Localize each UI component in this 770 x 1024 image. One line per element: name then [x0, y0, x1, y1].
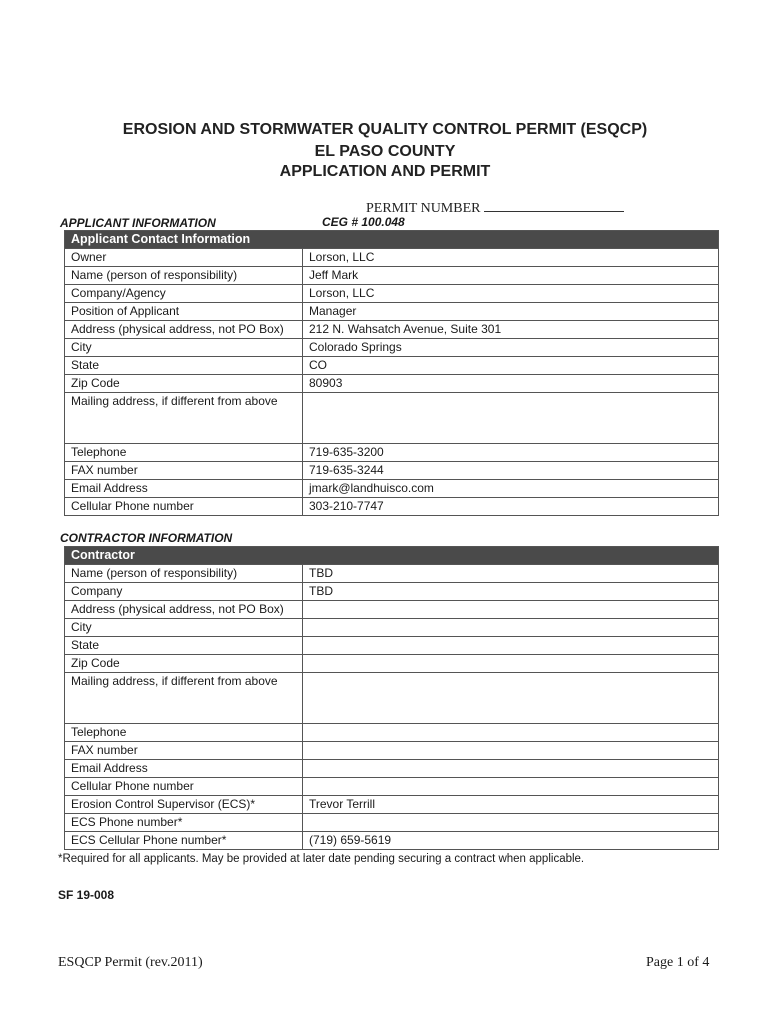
contractor-table-header [65, 547, 719, 565]
field-value[interactable] [303, 814, 719, 832]
table-row [65, 249, 719, 267]
field-value[interactable] [303, 655, 719, 673]
field-label: Erosion Control Supervisor (ECS)* [65, 796, 303, 814]
field-label: Email Address [65, 480, 303, 498]
table-row [65, 357, 719, 375]
field-value[interactable]: jmark@landhuisco.com [303, 480, 719, 498]
field-label: Telephone [65, 444, 303, 462]
table-row [65, 267, 719, 285]
table-row [65, 601, 719, 619]
field-value[interactable] [303, 619, 719, 637]
table-row [65, 462, 719, 480]
field-value[interactable] [303, 742, 719, 760]
permit-number-label: PERMIT NUMBER [366, 201, 481, 216]
field-value[interactable]: Lorson, LLC [303, 249, 719, 267]
field-label: Zip Code [65, 375, 303, 393]
field-value[interactable] [303, 393, 719, 444]
document-title: EROSION AND STORMWATER QUALITY CONTROL PERMIT (ESQCP) [122, 121, 648, 138]
table-row [65, 480, 719, 498]
table-row [65, 760, 719, 778]
table-row [65, 498, 719, 516]
table-row [65, 565, 719, 583]
field-value[interactable]: 719-635-3200 [303, 444, 719, 462]
field-value[interactable]: Trevor Terrill [303, 796, 719, 814]
table-row [65, 637, 719, 655]
field-label: City [65, 619, 303, 637]
field-label: City [65, 339, 303, 357]
required-note: *Required for all applicants. May be provided at later date pending securing a contract when applicable. [58, 853, 585, 865]
contractor-section-label: CONTRACTOR INFORMATION [60, 531, 233, 545]
field-value[interactable]: TBD [303, 565, 719, 583]
field-value[interactable]: 719-635-3244 [303, 462, 719, 480]
applicant-table-header [65, 231, 719, 249]
field-value[interactable] [303, 724, 719, 742]
field-label: Cellular Phone number [65, 778, 303, 796]
table-row [65, 742, 719, 760]
contractor-table [64, 546, 719, 850]
field-label: Email Address [65, 760, 303, 778]
field-value[interactable]: Colorado Springs [303, 339, 719, 357]
field-value[interactable]: CO [303, 357, 719, 375]
field-value[interactable]: 212 N. Wahsatch Avenue, Suite 301 [303, 321, 719, 339]
field-label: Mailing address, if different from above [65, 673, 303, 724]
field-label: Name (person of responsibility) [65, 565, 303, 583]
field-value[interactable] [303, 778, 719, 796]
application-title: APPLICATION AND PERMIT [279, 163, 491, 180]
field-value[interactable]: TBD [303, 583, 719, 601]
ceg-number: CEG # 100.048 [322, 215, 405, 229]
table-row [65, 778, 719, 796]
field-value[interactable]: 80903 [303, 375, 719, 393]
table-row [65, 303, 719, 321]
table-row [65, 393, 719, 444]
table-row [65, 619, 719, 637]
field-label: Position of Applicant [65, 303, 303, 321]
form-code: SF 19-008 [58, 888, 115, 902]
table-row [65, 724, 719, 742]
field-label: Owner [65, 249, 303, 267]
table-row [65, 321, 719, 339]
applicant-section-label: APPLICANT INFORMATION [60, 216, 216, 230]
field-label: Company/Agency [65, 285, 303, 303]
field-value[interactable]: 303-210-7747 [303, 498, 719, 516]
county-title: EL PASO COUNTY [314, 143, 456, 160]
field-value[interactable] [303, 760, 719, 778]
field-label: Address (physical address, not PO Box) [65, 601, 303, 619]
table-row [65, 673, 719, 724]
field-label: Zip Code [65, 655, 303, 673]
table-row [65, 655, 719, 673]
field-value[interactable] [303, 637, 719, 655]
field-label: Company [65, 583, 303, 601]
field-label: ECS Phone number* [65, 814, 303, 832]
table-row [65, 814, 719, 832]
field-value[interactable] [303, 673, 719, 724]
field-value[interactable] [303, 601, 719, 619]
table-row [65, 444, 719, 462]
field-value[interactable]: Manager [303, 303, 719, 321]
footer-page-number: Page 1 of 4 [646, 955, 710, 970]
field-label: ECS Cellular Phone number* [65, 832, 303, 850]
field-label: State [65, 637, 303, 655]
table-row [65, 339, 719, 357]
field-label: Telephone [65, 724, 303, 742]
field-value[interactable]: (719) 659-5619 [303, 832, 719, 850]
table-row [65, 583, 719, 601]
table-row [65, 796, 719, 814]
field-label: Name (person of responsibility) [65, 267, 303, 285]
field-label: Mailing address, if different from above [65, 393, 303, 444]
applicant-header-cell: Applicant Contact Information [65, 231, 719, 249]
footer-revision: ESQCP Permit (rev.2011) [58, 955, 203, 970]
applicant-table [64, 230, 719, 516]
contractor-header-cell: Contractor [65, 547, 719, 565]
table-row [65, 832, 719, 850]
table-row [65, 285, 719, 303]
field-label: FAX number [65, 462, 303, 480]
permit-number-line [484, 199, 624, 212]
field-label: State [65, 357, 303, 375]
field-label: FAX number [65, 742, 303, 760]
table-row [65, 375, 719, 393]
field-value[interactable]: Lorson, LLC [303, 285, 719, 303]
field-label: Cellular Phone number [65, 498, 303, 516]
field-label: Address (physical address, not PO Box) [65, 321, 303, 339]
field-value[interactable]: Jeff Mark [303, 267, 719, 285]
